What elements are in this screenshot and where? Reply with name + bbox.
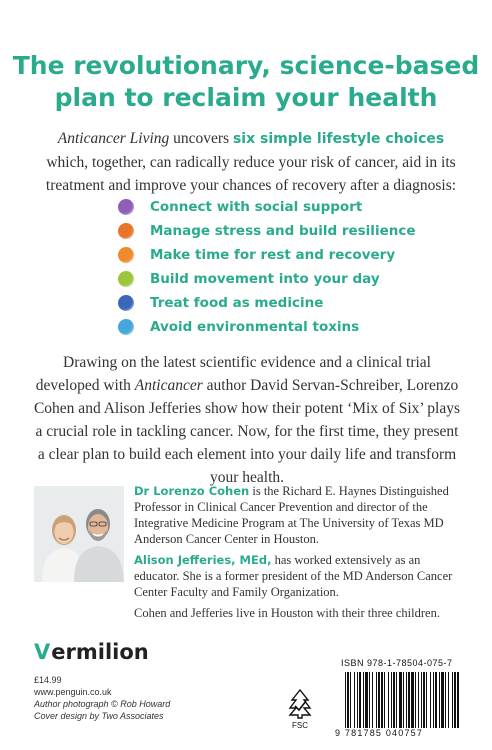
barcode-bar [399, 672, 402, 728]
barcode-bar [406, 672, 407, 728]
barcode-bar [423, 672, 425, 728]
bullet-dot-icon [118, 295, 134, 311]
barcode-bar [435, 672, 437, 728]
author-bios [134, 483, 464, 626]
tree-checkmark-icon [286, 688, 314, 720]
barcode-bar [408, 672, 410, 728]
choice-label: Manage stress and build resilience [150, 223, 416, 239]
barcode-bar [396, 672, 397, 728]
barcode-bar [384, 672, 385, 728]
jefferies-name: Alison Jefferies, MEd, [134, 553, 272, 567]
vermilion-logo [34, 640, 149, 664]
choice-label: Build movement into your day [150, 271, 380, 287]
barcode-bar [454, 672, 456, 728]
barcode-bar [378, 672, 380, 728]
lifestyle-choices-list [118, 195, 418, 339]
website: www.penguin.co.uk [34, 687, 112, 697]
barcode-bar [372, 672, 373, 728]
logo-v: V [34, 640, 51, 664]
isbn-text: ISBN 978-1-78504-075-7 [341, 658, 453, 668]
intro-part-1: uncovers [169, 130, 233, 147]
bullet-dot-icon [118, 223, 134, 239]
intro-paragraph [36, 127, 466, 197]
bullet-dot-icon [118, 271, 134, 287]
bullet-dot-icon [118, 199, 134, 215]
barcode-bar [430, 672, 431, 728]
list-item [118, 195, 418, 219]
jefferies-text: has worked extensively as an educator. She is a former president of the MD Anderson Cancer Center Faculty and Family Organization. [134, 553, 453, 599]
barcode-bar [369, 672, 370, 728]
barcode-bar [418, 672, 419, 728]
cohen-name: Dr Lorenzo Cohen [134, 484, 250, 498]
barcode-bar [357, 672, 358, 728]
list-item [118, 243, 418, 267]
fsc-logo [284, 688, 316, 732]
choice-label: Treat food as medicine [150, 295, 324, 311]
choice-label: Make time for rest and recovery [150, 247, 396, 263]
choice-label: Connect with social support [150, 199, 363, 215]
barcode-bar [354, 672, 355, 728]
intro-part-2: which, together, can radically reduce your risk of cancer, aid in its treatment and improve your chances of recovery after a diagnosis: [45, 154, 457, 194]
design-credit: Cover design by Two Associates [34, 711, 164, 721]
barcode-bar [426, 672, 427, 728]
headline-line-2: plan to reclaim your health [54, 83, 438, 112]
closing-bio: Cohen and Jefferies live in Houston with their three children. [134, 606, 440, 620]
choice-label: Avoid environmental toxins [150, 319, 360, 335]
barcode-bar [363, 672, 364, 728]
list-item [118, 315, 418, 339]
barcode-number: 9 781785 040757 [335, 728, 424, 738]
isbn-barcode-block [335, 658, 461, 742]
body-part-2: author David Servan-Schreiber, Lorenzo Cohen and Alison Jefferies show how their potent ‘Mix of Six’ plays a crucial role in tackling cancer. Now, for the first time, they present a clear plan to build each element into your daily life and transform your health. [33, 377, 461, 486]
author-photo [34, 486, 124, 582]
list-item [118, 291, 418, 315]
body-part-1: Drawing on the latest scientific evidence and a clinical trial developed with [35, 354, 431, 394]
barcode-bar [439, 672, 440, 728]
logo-rest: ermilion [51, 640, 149, 664]
barcode-bar [388, 672, 389, 728]
barcode-bar [350, 672, 351, 728]
barcode-bar [381, 672, 383, 728]
barcode [345, 672, 459, 728]
list-item [118, 219, 418, 243]
cohen-bio [134, 483, 464, 547]
barcode-bar [391, 672, 392, 728]
barcode-bar [359, 672, 361, 728]
jefferies-bio [134, 552, 464, 600]
headline [0, 50, 492, 114]
intro-highlight: six simple lifestyle choices [232, 131, 445, 147]
barcode-bar [448, 672, 449, 728]
barcode-bar [345, 672, 346, 728]
bullet-dot-icon [118, 247, 134, 263]
photo-credit: Author photograph © Rob Howard [34, 699, 171, 709]
cohen-text: is the Richard E. Haynes Distinguished Professor in Clinical Cancer Prevention and director of the Integrative Medicine Program at The University of Texas MD Anderson Cancer Center in Houston. [134, 484, 449, 546]
barcode-bar [376, 672, 377, 728]
barcode-bar [347, 672, 349, 728]
barcode-bar [441, 672, 444, 728]
barcode-bar [433, 672, 434, 728]
body-book-title: Anticancer [134, 377, 203, 394]
publisher-info [34, 674, 254, 722]
price: £14.99 [34, 675, 62, 685]
barcode-bar [403, 672, 404, 728]
fsc-label: FSC [292, 721, 308, 730]
barcode-bar [415, 672, 416, 728]
intro-book-title: Anticancer Living [57, 130, 170, 147]
barcode-bar [445, 672, 446, 728]
barcode-bar [393, 672, 395, 728]
barcode-bar [421, 672, 422, 728]
barcode-bar [365, 672, 368, 728]
list-item [118, 267, 418, 291]
bullet-dot-icon [118, 319, 134, 335]
description-paragraph [33, 351, 461, 489]
headline-line-1: The revolutionary, science-based [12, 51, 480, 80]
barcode-bar [452, 672, 453, 728]
barcode-bar [411, 672, 414, 728]
barcode-bar [457, 672, 459, 728]
